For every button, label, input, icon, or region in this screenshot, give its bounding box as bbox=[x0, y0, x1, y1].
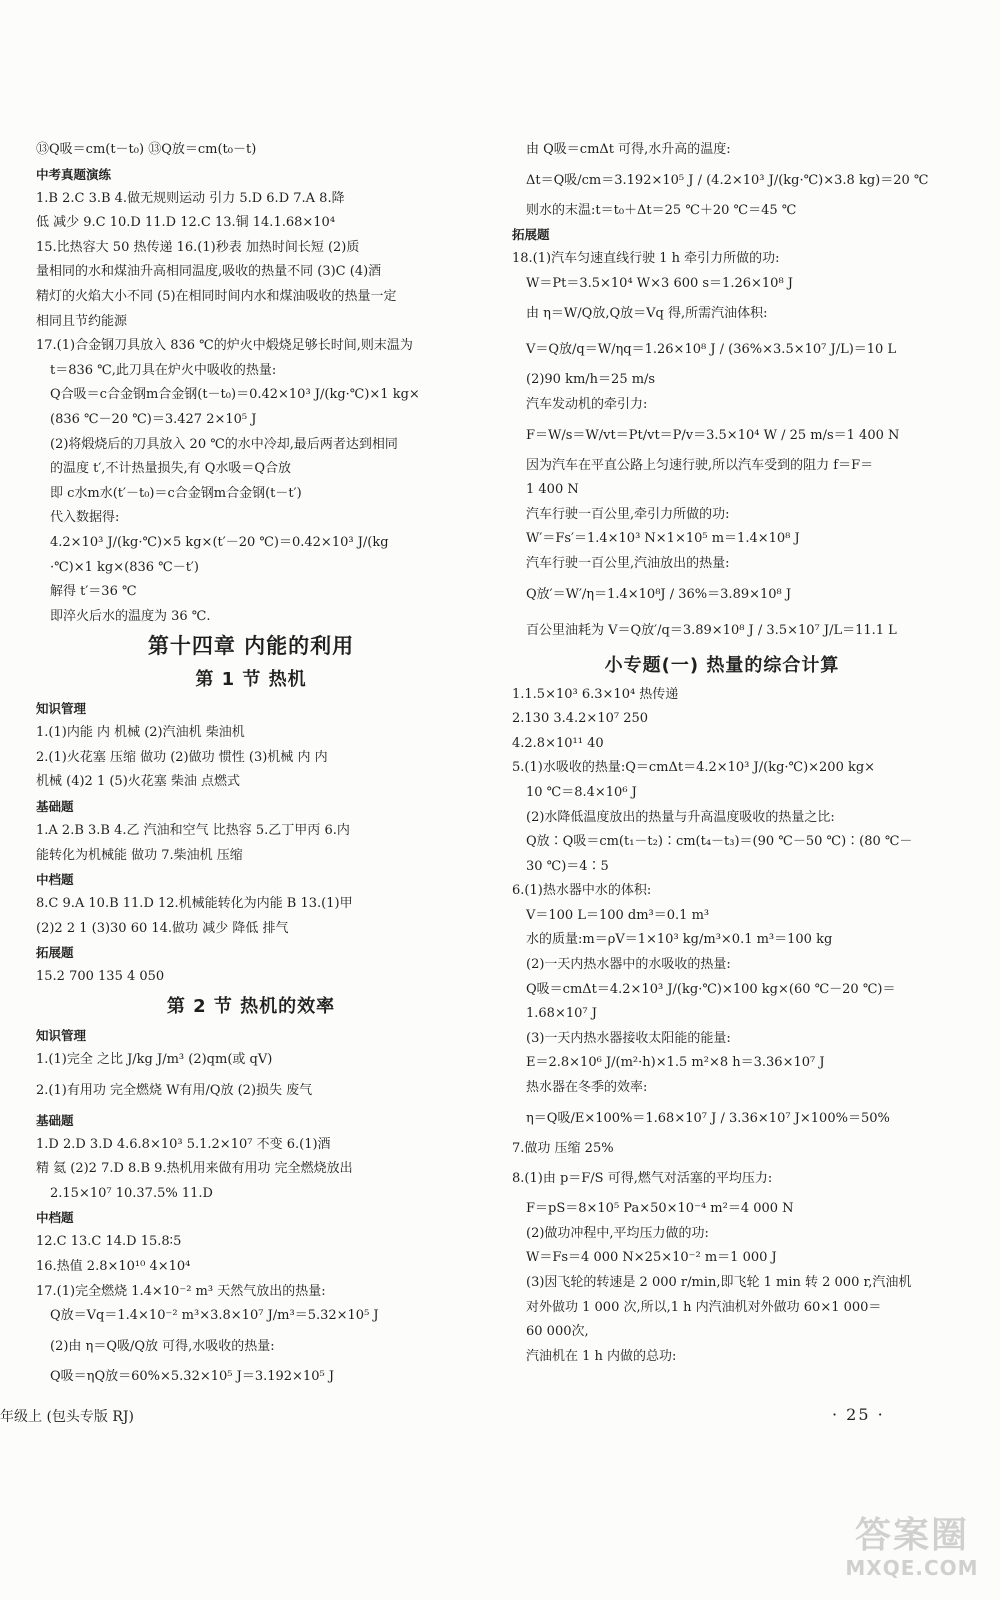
section-heading: 中档题 bbox=[36, 1210, 74, 1226]
answer-line: 17.(1)完全燃烧 1.4×10⁻² m³ 天然气放出的热量: bbox=[36, 1283, 326, 1299]
answer-line: Q合吸＝c合金钢m合金钢(t－t₀)＝0.42×10³ J/(kg·℃)×1 kg× bbox=[50, 387, 420, 403]
answer-line: (2)由 η＝Q吸/Q放 可得,水吸收的热量: bbox=[50, 1338, 275, 1354]
answer-line: 2.130 3.4.2×10⁷ 250 bbox=[512, 711, 649, 727]
chapter-title: 第十四章 内能的利用 bbox=[147, 634, 355, 659]
answer-line: 对外做功 1 000 次,所以,1 h 内汽油机对外做功 60×1 000＝ bbox=[526, 1299, 882, 1315]
answer-line: 15.比热容大 50 热传递 16.(1)秒表 加热时间长短 (2)质 bbox=[36, 239, 360, 255]
answer-line: (2)90 km/h＝25 m/s bbox=[526, 372, 656, 388]
answer-line: 的温度 t′,不计热量损失,有 Q水吸＝Q合放 bbox=[50, 461, 292, 477]
section-title: 小专题(一) 热量的综合计算 bbox=[604, 654, 840, 676]
answer-line: 水的质量:m＝ρV＝1×10³ kg/m³×0.1 m³＝100 kg bbox=[526, 932, 833, 948]
answer-line: 即淬火后水的温度为 36 ℃. bbox=[50, 608, 211, 624]
answer-line: 10 ℃＝8.4×10⁶ J bbox=[526, 784, 637, 800]
answer-line: 7.做功 压缩 25% bbox=[512, 1140, 614, 1156]
answer-line: W＝Fs＝4 000 N×25×10⁻² m＝1 000 J bbox=[526, 1250, 777, 1266]
section-heading: 拓展题 bbox=[512, 227, 550, 243]
answer-line: 15.2 700 135 4 050 bbox=[36, 969, 165, 985]
answer-line: 精 氦 (2)2 7.D 8.B 9.热机用来做有用功 完全燃烧放出 bbox=[36, 1161, 353, 1177]
left-column bbox=[36, 138, 466, 1389]
answer-line: 机械 (4)2 1 (5)火花塞 柴油 点燃式 bbox=[36, 774, 241, 790]
answer-line: 能转化为机械能 做功 7.柴油机 压缩 bbox=[36, 847, 243, 863]
answer-line: 18.(1)汽车匀速直线行驶 1 h 牵引力所做的功: bbox=[512, 251, 780, 267]
answer-line: 17.(1)合金钢刀具放入 836 ℃的炉火中煅烧足够长时间,则末温为 bbox=[36, 338, 413, 354]
answer-line: V＝100 L＝100 dm³＝0.1 m³ bbox=[526, 907, 710, 923]
answer-line: 5.(1)水吸收的热量:Q＝cmΔt＝4.2×10³ J/(kg·℃)×200 kg× bbox=[512, 760, 876, 776]
watermark bbox=[842, 1516, 982, 1580]
answer-line: 4.2×10³ J/(kg·℃)×5 kg×(t′－20 ℃)＝0.42×10³ J/(kg bbox=[50, 534, 389, 550]
answer-line: 2.(1)有用功 完全燃烧 W有用/Q放 (2)损失 废气 bbox=[36, 1082, 313, 1098]
answer-line: 2.(1)火花塞 压缩 做功 (2)做功 惯性 (3)机械 内 内 bbox=[36, 749, 328, 765]
answer-line: (2)一天内热水器中的水吸收的热量: bbox=[526, 957, 731, 973]
answer-line: 8.C 9.A 10.B 11.D 12.机械能转化为内能 B 13.(1)甲 bbox=[36, 896, 353, 912]
section-heading: 中考真题演练 bbox=[36, 166, 112, 182]
answer-line: Q吸＝cmΔt＝4.2×10³ J/(kg·℃)×100 kg×(60 ℃－20 ℃)＝ bbox=[526, 981, 896, 997]
answer-line: W′＝Fs′＝1.4×10³ N×1×10⁵ m＝1.4×10⁸ J bbox=[526, 531, 800, 547]
answer-line: (2)将煅烧后的刀具放入 20 ℃的水中冷却,最后两者达到相同 bbox=[50, 436, 398, 452]
section-heading: 拓展题 bbox=[36, 945, 74, 961]
answer-line: 汽车行驶一百公里,牵引力所做的功: bbox=[526, 506, 730, 522]
answer-line: 8.(1)由 p＝F/S 可得,燃气对活塞的平均压力: bbox=[512, 1171, 773, 1187]
section-heading: 中档题 bbox=[36, 872, 74, 888]
answer-line: Q吸＝ηQ放＝60%×5.32×10⁵ J＝3.192×10⁵ J bbox=[50, 1368, 335, 1384]
answer-line: t＝836 ℃,此刀具在炉火中吸收的热量: bbox=[50, 362, 277, 378]
answer-line: (3)一天内热水器接收太阳能的能量: bbox=[526, 1030, 731, 1046]
answer-line: (2)水降低温度放出的热量与升高温度吸收的热量之比: bbox=[526, 809, 835, 825]
answer-line: W＝Pt＝3.5×10⁴ W×3 600 s＝1.26×10⁸ J bbox=[526, 275, 793, 291]
answer-line: (836 ℃－20 ℃)＝3.427 2×10⁵ J bbox=[50, 411, 257, 427]
answer-line: 即 c水m水(t′－t₀)＝c合金钢m合金钢(t－t′) bbox=[50, 485, 302, 501]
answer-line: Q放′＝W′/η＝1.4×10⁸J / 36%＝3.89×10⁸ J bbox=[526, 586, 792, 602]
answer-line: 12.C 13.C 14.D 15.8∶5 bbox=[36, 1234, 182, 1250]
answer-line: 60 000次, bbox=[526, 1324, 589, 1340]
footer-book-label: 年级上 (包头专版 RJ) bbox=[0, 1409, 134, 1425]
answer-line: 1.B 2.C 3.B 4.做无规则运动 引力 5.D 6.D 7.A 8.降 bbox=[36, 190, 345, 206]
answer-line: 量相同的水和煤油升高相同温度,吸收的热量不同 (3)C (4)酒 bbox=[36, 264, 382, 280]
right-column bbox=[512, 138, 932, 1369]
answer-line: η＝Q吸/E×100%＝1.68×10⁷ J / 3.36×10⁷ J×100%＝50% bbox=[526, 1110, 890, 1126]
watermark-logo: 答案圈 bbox=[854, 1515, 969, 1556]
section-title: 第 1 节 热机 bbox=[195, 669, 307, 691]
answer-line: 精灯的火焰大小不同 (5)在相同时间内水和煤油吸收的热量一定 bbox=[36, 288, 397, 304]
answer-line: 因为汽车在平直公路上匀速行驶,所以汽车受到的阻力 f＝F＝ bbox=[526, 457, 874, 473]
section-heading: 基础题 bbox=[36, 1112, 74, 1128]
answer-line: ·℃)×1 kg×(836 ℃－t′) bbox=[50, 559, 199, 575]
answer-line: 解得 t′＝36 ℃ bbox=[50, 584, 137, 600]
answer-line: 1.(1)完全 之比 J/kg J/m³ (2)qm(或 qV) bbox=[36, 1052, 273, 1068]
answer-line: 相同且节约能源 bbox=[36, 313, 128, 329]
answer-line: 低 减少 9.C 10.D 11.D 12.C 13.铜 14.1.68×10⁴ bbox=[36, 215, 336, 231]
answer-line: 30 ℃)＝4∶5 bbox=[526, 858, 609, 874]
answer-line: (2)做功冲程中,平均压力做的功: bbox=[526, 1225, 709, 1241]
answer-line: ⑬Q吸＝cm(t－t₀) ⑬Q放＝cm(t₀－t) bbox=[36, 142, 257, 157]
answer-line: 1.D 2.D 3.D 4.6.8×10³ 5.1.2×10⁷ 不变 6.(1)酒 bbox=[36, 1136, 331, 1152]
answer-line: 则水的末温:t＝t₀＋Δt＝25 ℃＋20 ℃＝45 ℃ bbox=[526, 202, 797, 218]
section-heading: 知识管理 bbox=[36, 701, 87, 717]
answer-line: E＝2.8×10⁶ J/(m²·h)×1.5 m²×8 h＝3.36×10⁷ J bbox=[526, 1055, 825, 1071]
answer-line: F＝W/s＝W/vt＝Pt/vt＝P/v＝3.5×10⁴ W / 25 m/s＝1 400 N bbox=[526, 427, 900, 443]
answer-line: 热水器在冬季的效率: bbox=[526, 1080, 648, 1096]
answer-line: 1.(1)内能 内 机械 (2)汽油机 柴油机 bbox=[36, 725, 245, 741]
section-heading: 基础题 bbox=[36, 799, 74, 815]
section-title: 第 2 节 热机的效率 bbox=[166, 996, 336, 1018]
answer-line: 1.68×10⁷ J bbox=[526, 1006, 597, 1022]
answer-line: V＝Q放/q＝W/ηq＝1.26×10⁸ J / (36%×3.5×10⁷ J/L)＝10 L bbox=[526, 342, 897, 358]
answer-line: Q放＝Vq＝1.4×10⁻² m³×3.8×10⁷ J/m³＝5.32×10⁵ J bbox=[50, 1308, 379, 1324]
answer-line: 由 η＝W/Q放,Q放＝Vq 得,所需汽油体积: bbox=[526, 306, 768, 322]
answer-line: 4.2.8×10¹¹ 40 bbox=[512, 735, 604, 751]
answer-line: (2)2 2 1 (3)30 60 14.做功 减少 降低 排气 bbox=[36, 920, 289, 936]
answer-line: Δt＝Q吸/cm＝3.192×10⁵ J / (4.2×10³ J/(kg·℃)×3.8 kg)＝20 ℃ bbox=[526, 172, 929, 188]
answer-line: F＝pS＝8×10⁵ Pa×50×10⁻⁴ m²＝4 000 N bbox=[526, 1201, 794, 1217]
answer-line: 6.(1)热水器中水的体积: bbox=[512, 883, 652, 899]
answer-line: (3)因飞轮的转速是 2 000 r/min,即飞轮 1 min 转 2 000 r,汽油机 bbox=[526, 1275, 912, 1290]
page-number: · 25 · bbox=[832, 1405, 885, 1424]
answer-line: 百公里油耗为 V＝Q放′/q＝3.89×10⁸ J / 3.5×10⁷ J/L＝11.1 L bbox=[526, 622, 897, 638]
answer-line: 汽车发动机的牵引力: bbox=[526, 396, 648, 412]
answer-line: 16.热值 2.8×10¹⁰ 4×10⁴ bbox=[36, 1259, 191, 1274]
watermark-site: MXQE.COM bbox=[845, 1556, 979, 1580]
answer-line: 2.15×10⁷ 10.37.5% 11.D bbox=[50, 1185, 213, 1201]
answer-line: 1 400 N bbox=[526, 482, 579, 498]
answer-line: 1.1.5×10³ 6.3×10⁴ 热传递 bbox=[512, 686, 679, 702]
answer-line: 1.A 2.B 3.B 4.乙 汽油和空气 比热容 5.乙丁甲丙 6.内 bbox=[36, 823, 350, 839]
answer-line: 由 Q吸＝cmΔt 可得,水升高的温度: bbox=[526, 142, 731, 157]
section-heading: 知识管理 bbox=[36, 1028, 87, 1044]
answer-line: 汽车行驶一百公里,汽油放出的热量: bbox=[526, 555, 730, 571]
answer-line: Q放∶Q吸＝cm(t₁－t₂)∶cm(t₄－t₃)＝(90 ℃－50 ℃)∶(80 ℃－ bbox=[526, 834, 913, 850]
answer-line: 汽油机在 1 h 内做的总功: bbox=[526, 1348, 677, 1364]
answer-line: 代入数据得: bbox=[50, 510, 120, 526]
